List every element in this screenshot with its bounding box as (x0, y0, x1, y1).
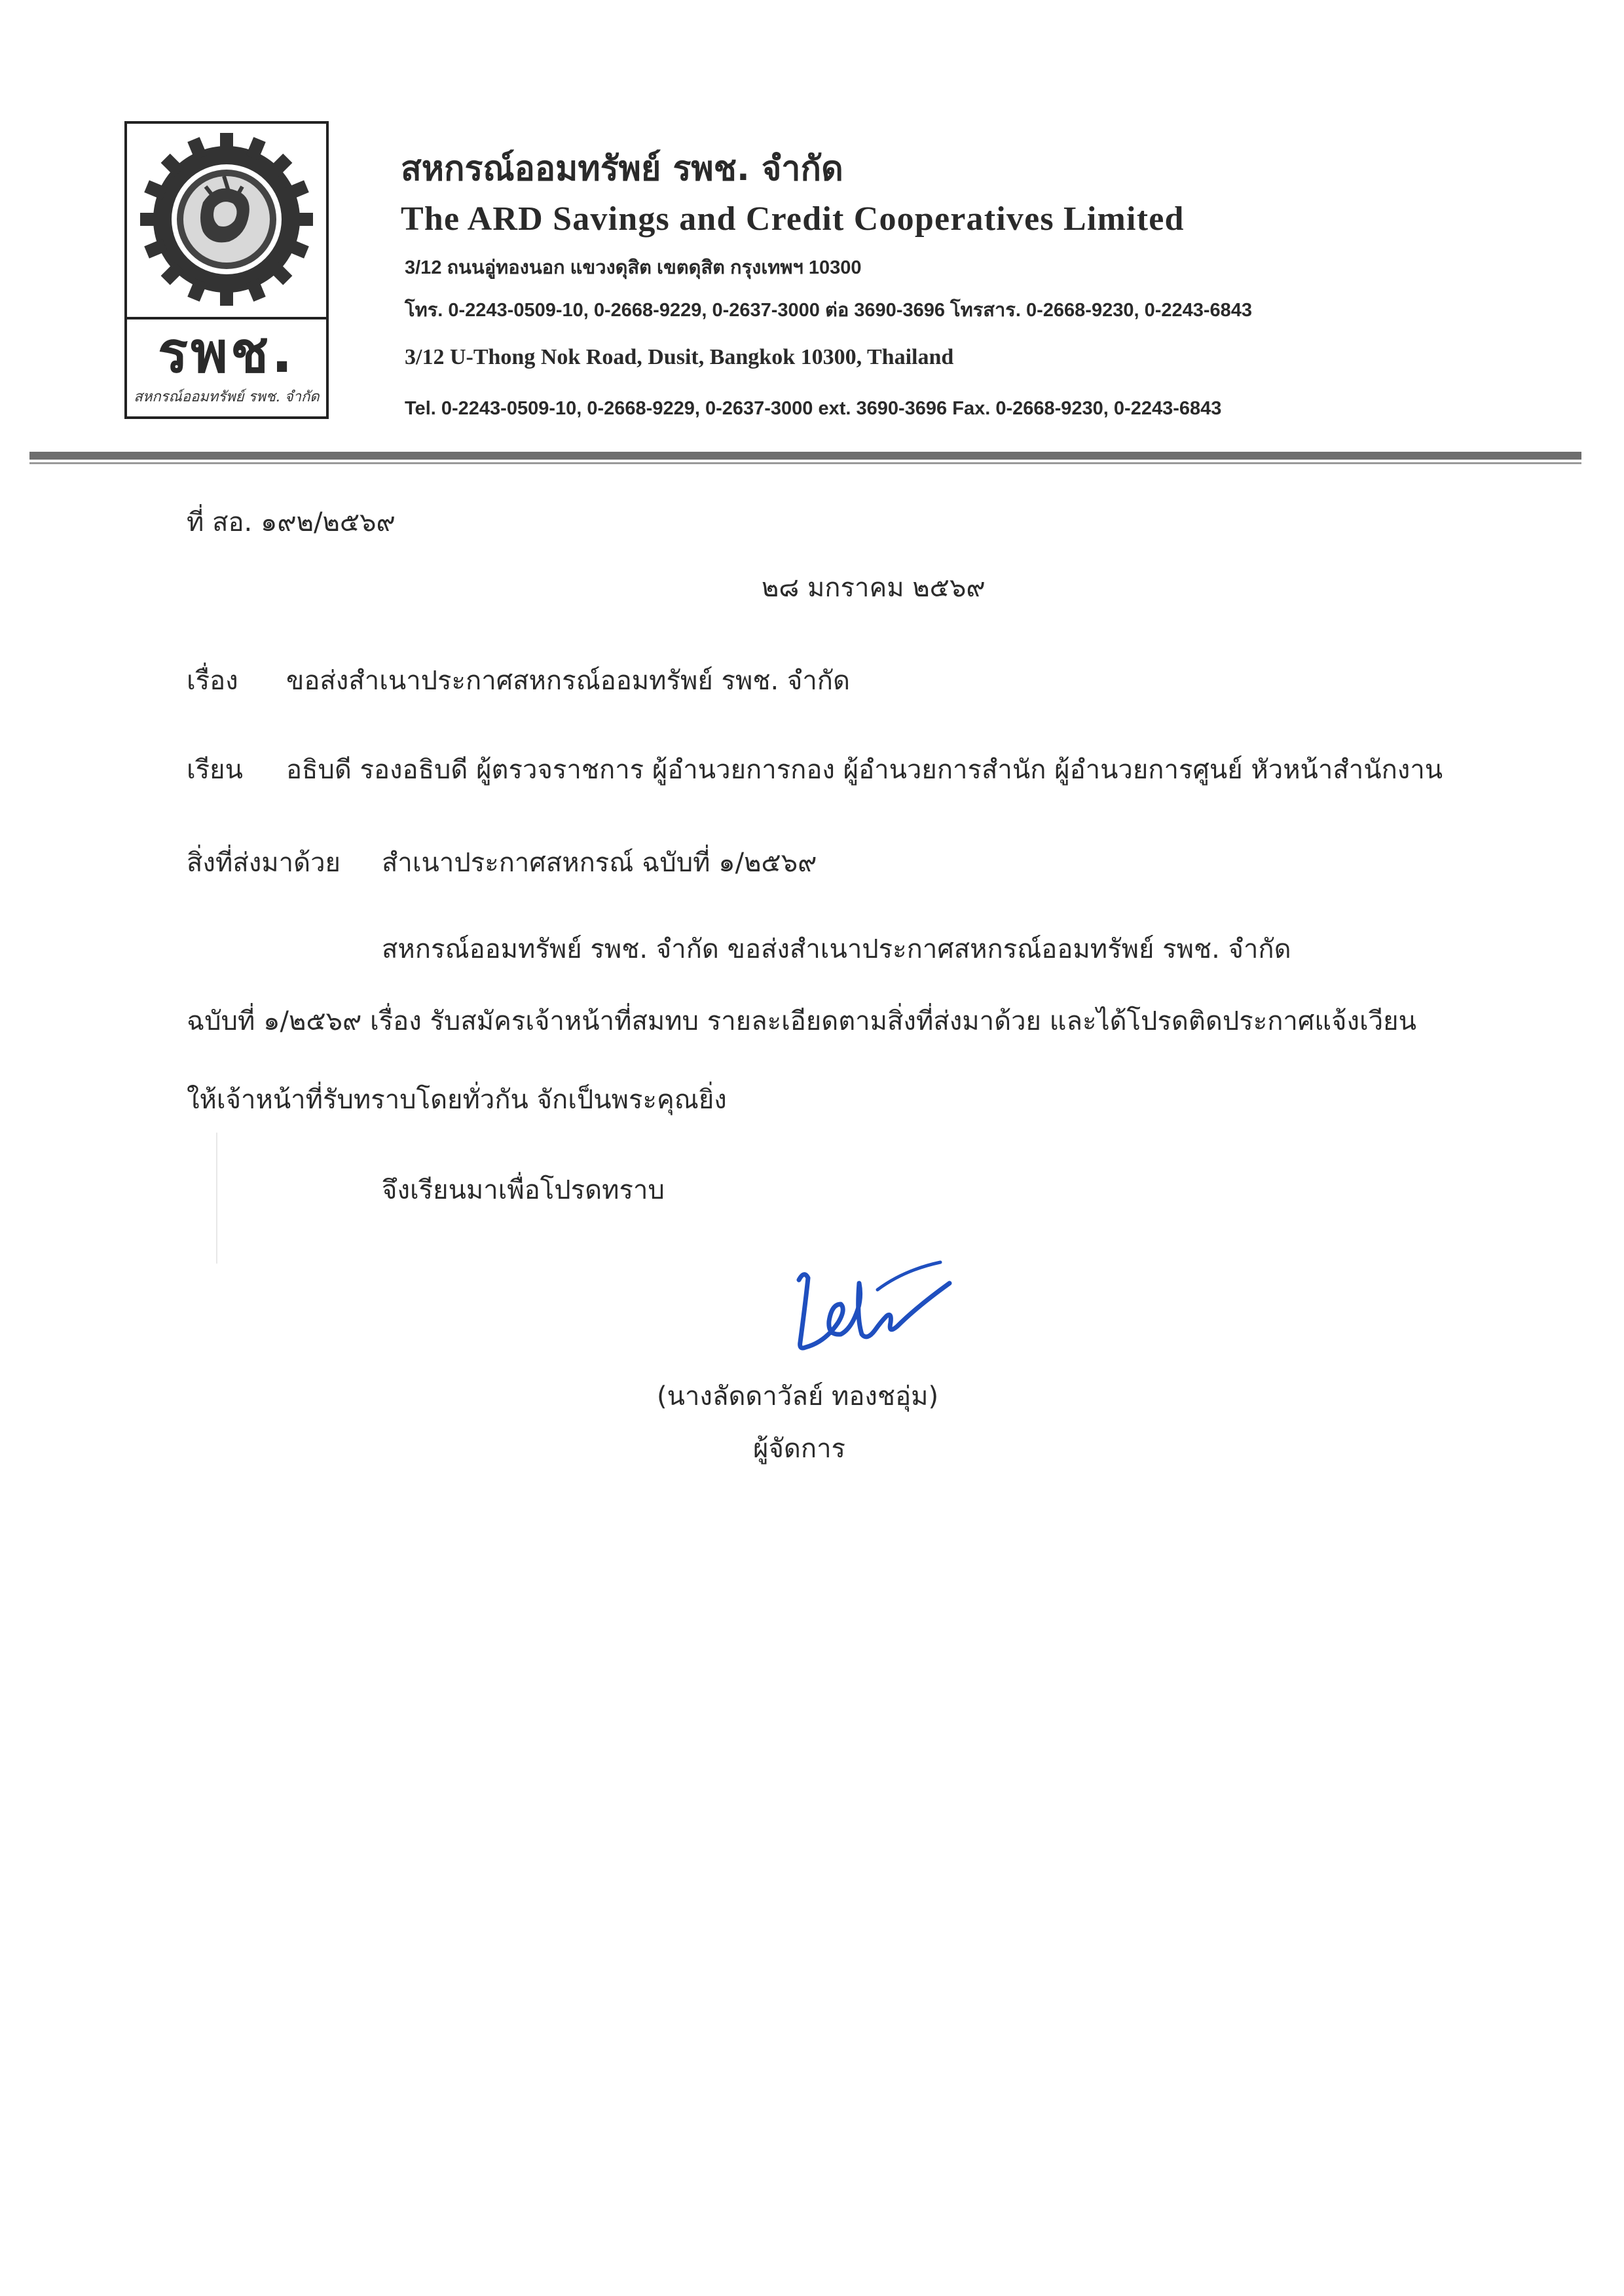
body-paragraph-line-1: สหกรณ์ออมทรัพย์ รพช. จำกัด ขอส่งสำเนาประกาศสหกรณ์ออมทรัพย์ รพช. จำกัด (382, 934, 1291, 964)
logo-subtitle: สหกรณ์ออมทรัพย์ รพช. จำกัด (134, 389, 320, 405)
reference-number: ที่ สอ. ๑๙๒/๒๕๖๙ (187, 507, 396, 538)
subject-text: ขอส่งสำเนาประกาศสหกรณ์ออมทรัพย์ รพช. จำกัด (286, 666, 850, 696)
org-name-thai: สหกรณ์ออมทรัพย์ รพช. จำกัด (401, 149, 843, 189)
org-name-english: The ARD Savings and Credit Cooperatives Limited (401, 200, 1185, 238)
enclosure-text: สำเนาประกาศสหกรณ์ ฉบับที่ ๑/๒๕๖๙ (382, 848, 817, 878)
recipient-text: อธิบดี รองอธิบดี ผู้ตรวจราชการ ผู้อำนวยการกอง ผู้อำนวยการสำนัก ผู้อำนวยการศูนย์ หัวหน้าสำนักงาน (286, 755, 1443, 785)
org-logo (124, 121, 329, 419)
body-paragraph-line-2: ฉบับที่ ๑/๒๕๖๙ เรื่อง รับสมัครเจ้าหน้าที่สมทบ รายละเอียดตามสิ่งที่ส่งมาด้วย และได้โปรดติดประกาศแจ้งเวียน (187, 1006, 1416, 1036)
subject-label: เรื่อง (187, 666, 238, 696)
logo-abbreviation: รพช. (158, 320, 295, 386)
letter-date: ๒๘ มกราคม ๒๕๖๙ (762, 573, 986, 603)
header-rule-thin (29, 462, 1581, 464)
enclosure-label: สิ่งที่ส่งมาด้วย (187, 848, 341, 878)
body-paragraph-line-3: ให้เจ้าหน้าที่รับทราบโดยทั่วกัน จักเป็นพระคุณยิ่ง (187, 1085, 727, 1115)
signer-name: (นางลัดดาวัลย์ ทองชอุ่ม) (657, 1381, 939, 1412)
handwritten-signature (786, 1244, 956, 1362)
header-rule (29, 452, 1581, 460)
phone-thai: โทร. 0-2243-0509-10, 0-2668-9229, 0-2637-3000 ต่อ 3690-3696 โทรสาร. 0-2668-9230, 0-2243-6843 (405, 300, 1253, 321)
gear-emblem-icon (138, 130, 316, 308)
logo-divider (127, 317, 326, 319)
phone-english: Tel. 0-2243-0509-10, 0-2668-9229, 0-2637-3000 ext. 3690-3696 Fax. 0-2668-9230, 0-2243-6843 (405, 398, 1222, 419)
address-english: 3/12 U-Thong Nok Road, Dusit, Bangkok 10300, Thailand (405, 345, 954, 369)
closing-line: จึงเรียนมาเพื่อโปรดทราบ (382, 1175, 665, 1205)
address-thai: 3/12 ถนนอู่ทองนอก แขวงดุสิต เขตดุสิต กรุงเทพฯ 10300 (405, 257, 862, 278)
signer-title: ผู้จัดการ (753, 1434, 846, 1464)
scan-mark (216, 1133, 217, 1264)
recipient-label: เรียน (187, 755, 243, 785)
